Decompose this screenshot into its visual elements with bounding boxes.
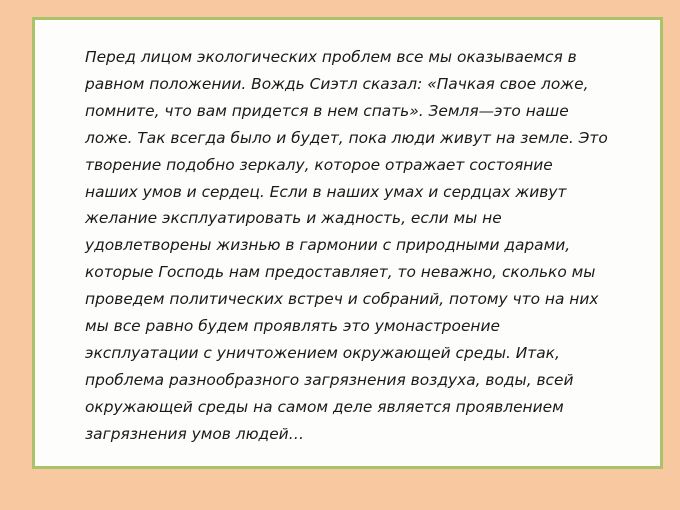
slide-frame — [32, 17, 663, 469]
slide-body-text: Перед лицом экологических проблем все мы оказываемся в равном положении. Вождь Сиэтл сказал: «Пачкая свое ложе, помните, что вам придется в нем спать». Земля—это наше ложе. Так всегда было и будет, пока люди живут на земле. Это творение подобно зеркалу, которое отражает состояние наших умов и сердец. Если в наших умах и сердцах живут желание эксплуатировать и жадность, если мы не удовлетворены жизнью в гармонии с природными дарами, которые Господь нам предоставляет, то неважно, сколько мы проведем политических встреч и собраний, потому что на них мы все равно будем проявлять это умонастроение эксплуатации с уничтожением окружающей среды. Итак, проблема разнообразного загрязнения воздуха, воды, всей окружающей среды на самом деле является проявлением загрязнения умов людей… — [85, 48, 608, 443]
